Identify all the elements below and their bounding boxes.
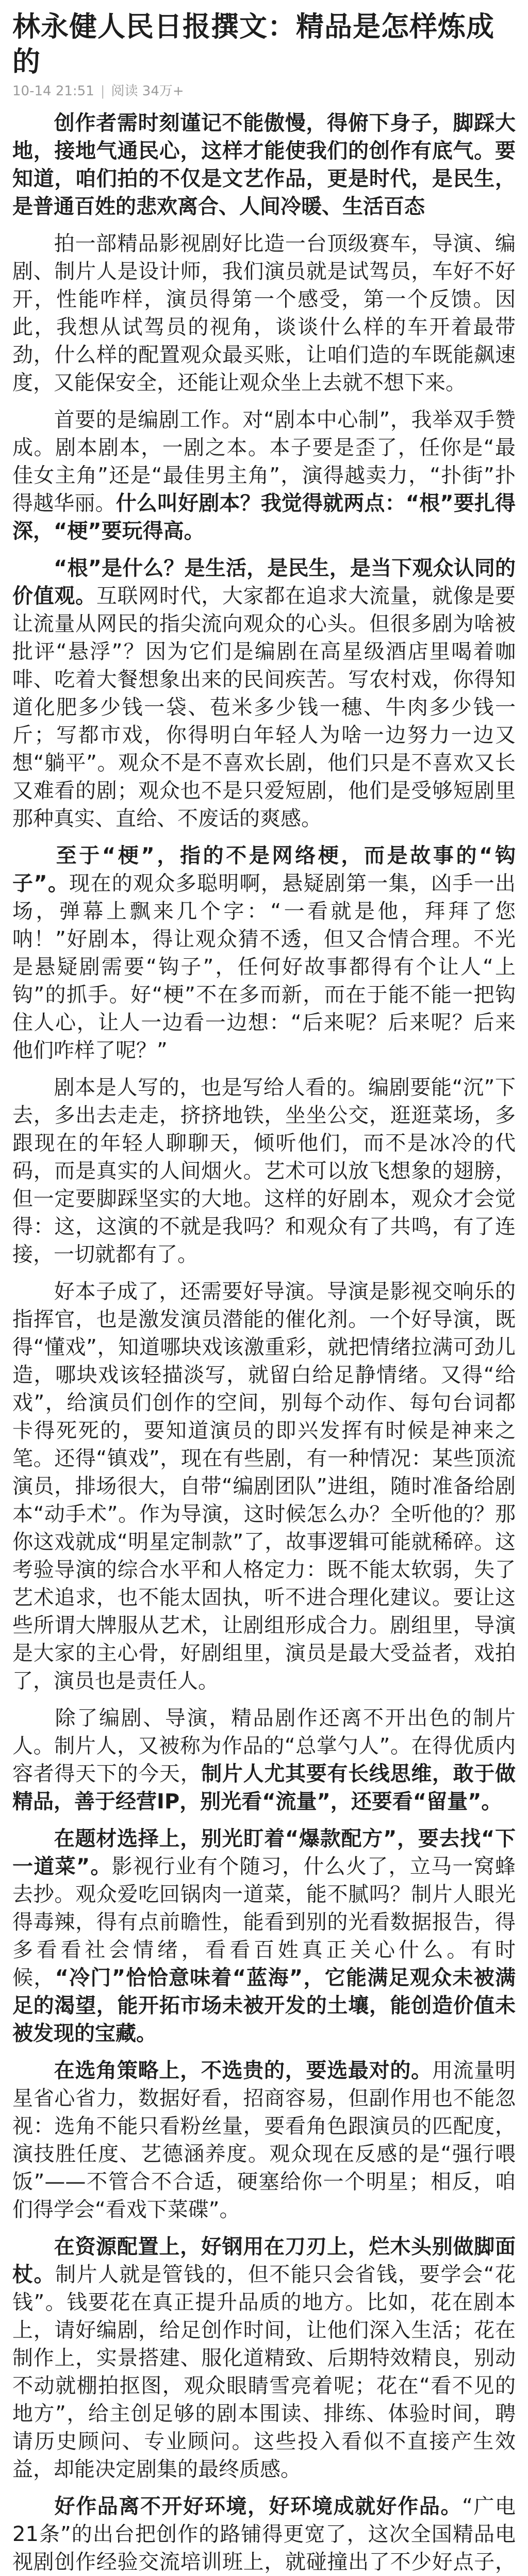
article-meta xyxy=(0,79,528,100)
paragraph: 在选角策略上，不选贵的，要选最对的。用流量明星省心省力，数据好看，招商容易，但副作用也不能忽视：选角不能只看粉丝量，要看角色跟演员的匹配度，演技胜任度、艺德涵养度。观众现在反感的是“强行喂饭”——不管合不合适，硬塞给你一个明星；相反，咱们得学会“看戏下菜碟”。 xyxy=(12,2059,516,2222)
paragraph: 至于“梗”，指的不是网络梗，而是故事的“钩子”。现在的观众多聪明啊，悬疑剧第一集，凶手一出场，弹幕上飘来几个字：“一看就是他，拜拜了您呐！”好剧本，得让观众猜不透，但又合情合理。不光是悬疑剧需要“钩子”，任何好故事都得有个让人“上钩”的抓手。好“梗”不在多而新，而在于能不能一把钩住人心，让人一边看一边想：“后来呢？后来呢？后来他们咋样了呢？” xyxy=(12,844,516,1062)
paragraph: 首要的是编剧工作。对“剧本中心制”，我举双手赞成。剧本剧本，一剧之本。本子要是歪了，任你是“最佳女主角”还是“最佳男主角”，演得越卖力，“扑街”扑得越华丽。什么叫好剧本？我觉得就两点：“根”要扎得深，“梗”要玩得高。 xyxy=(12,408,516,543)
paragraph: 除了编剧、导演，精品剧作还离不开出色的制片人。制片人，又被称为作品的“总掌勺人”。在得优质内容者得天下的今天，制片人尤其要有长线思维，敢于做精品，善于经营IP，别光看“流量”，还要看“留量”。 xyxy=(12,1706,516,1814)
article-body xyxy=(0,100,528,2576)
publish-date: 10-14 21:51 xyxy=(12,83,94,99)
paragraph: 在题材选择上，别光盯着“爆款配方”，要去找“下一道菜”。影视行业有个随习，什么火了，立马一窝蜂去抄。观众爱吃回锅肉一道菜，能不腻吗？制片人眼光得毒辣，得有点前瞻性，能看到别的光看数据报告，得多看看社会情绪，看看百姓真正关心什么。有时候，“冷门”恰恰意味着“蓝海”，它能满足观众未被满足的渴望，能开拓市场未被开发的土壤，能创造价值未被发现的宝藏。 xyxy=(12,1827,516,2045)
paragraph: 好本子成了，还需要好导演。导演是影视交响乐的指挥官，也是激发演员潜能的催化剂。一个好导演，既得“懂戏”，知道哪块戏该激重彩，就把情绪拉满可劲儿造，哪块戏该轻描淡写，就留白给足静情绪。又得“给戏”，给演员们创作的空间，别每个动作、每句台词都卡得死死的，要知道演员的即兴发挥有时候是神来之笔。还得“镇戏”，现在有些剧，有一种情况：某些顶流演员，排场很大，自带“编剧团队”进组，随时准备给剧本“动手术”。作为导演，这时候怎么办？全听他的？那你这戏就成“明星定制款”了，故事逻辑可能就稀碎。这考验导演的综合水平和人格定力：既不能太软弱，失了艺术追求，也不能太固执，听不进合理化建议。要让这些所谓大牌服从艺术，让剧组形成合力。剧组里，导演是大家的主心骨，好剧组里，演员是最大受益者，戏拍了，演员也是责任人。 xyxy=(12,1280,516,1693)
view-count: 阅读 34万+ xyxy=(111,83,184,99)
meta-separator: | xyxy=(100,83,105,99)
article-title: 林永健人民日报撰文：精品是怎样炼成的 xyxy=(12,10,494,78)
paragraph: 剧本是人写的，也是写给人看的。编剧要能“沉”下去，多出去走走，挤挤地铁，坐坐公交，逛逛菜场，多跟现在的年轻人聊聊天，倾听他们，而不是冰冷的代码，而是真实的人间烟火。艺术可以放飞想象的翅膀，但一定要脚踩坚实的大地。这样的好剧本，观众才会觉得：这，这演的不就是我吗？和观众有了共鸣，有了连接，一切就都有了。 xyxy=(12,1076,516,1266)
paragraph: “根”是什么？是生活，是民生，是当下观众认同的价值观。互联网时代，大家都在追求大流量，就像是要让流量从网民的指尖流向观众的心头。但很多剧为啥被批评“悬浮”？因为它们是编剧在高星级酒店里喝着咖啡、吃着大餐想象出来的民间疾苦。写农村戏，你得知道化肥多少钱一袋、苞米多少钱一穗、牛肉多少钱一斤；写都市戏，你得明白年轻人为啥一边努力一边又想“躺平”。观众不是不喜欢长剧，他们只是不喜欢又长又难看的剧；观众也不是只爱短剧，他们是受够短剧里那种真实、直给、不废话的爽感。 xyxy=(12,556,516,831)
paragraph: 好作品离不开好环境，好环境成就好作品。“广电21条”的出台把创作的路铺得更宽了，这次全国精品电视剧创作经验交流培训班上，就碰撞出了不少好点子， xyxy=(12,2495,516,2574)
paragraph: 在资源配置上，好钢用在刀刃上，烂木头别做脚面杖。制片人就是管钱的，但不能只会省钱，要学会“花钱”。钱要花在真正提升品质的地方。比如，花在剧本上，请好编剧，给足创作时间，让他们深入生活；花在制作上，实景搭建、服化道精致、后期特效精良，别动不动就棚拍抠图，观众眼睛雪亮着呢；花在“看不见的地方”，给主创足够的剧本围读、排练、体验时间，聘请历史顾问、专业顾问。这些投入看似不直接产生效益，却能决定剧集的最终质感。 xyxy=(12,2235,516,2481)
paragraph-intro: 创作者需时刻谨记不能傲慢，得俯下身子，脚踩大地，接地气通民心，这样才能使我们的创作有底气。要知道，咱们拍的不仅是文艺作品，更是时代，是民生，是普通百姓的悲欢离合、人间冷暖、生活百态 xyxy=(12,111,516,218)
paragraph: 拍一部精品影视剧好比造一台顶级赛车，导演、编剧、制片人是设计师，我们演员就是试驾员，车好不好开，性能咋样，演员得第一个感受，第一个反馈。因此，我想从试驾员的视角，谈谈什么样的车开着最带劲，什么样的配置观众最买账，让咱们造的车既能飙速度，又能保安全，还能让观众坐上去就不想下来。 xyxy=(12,232,516,395)
